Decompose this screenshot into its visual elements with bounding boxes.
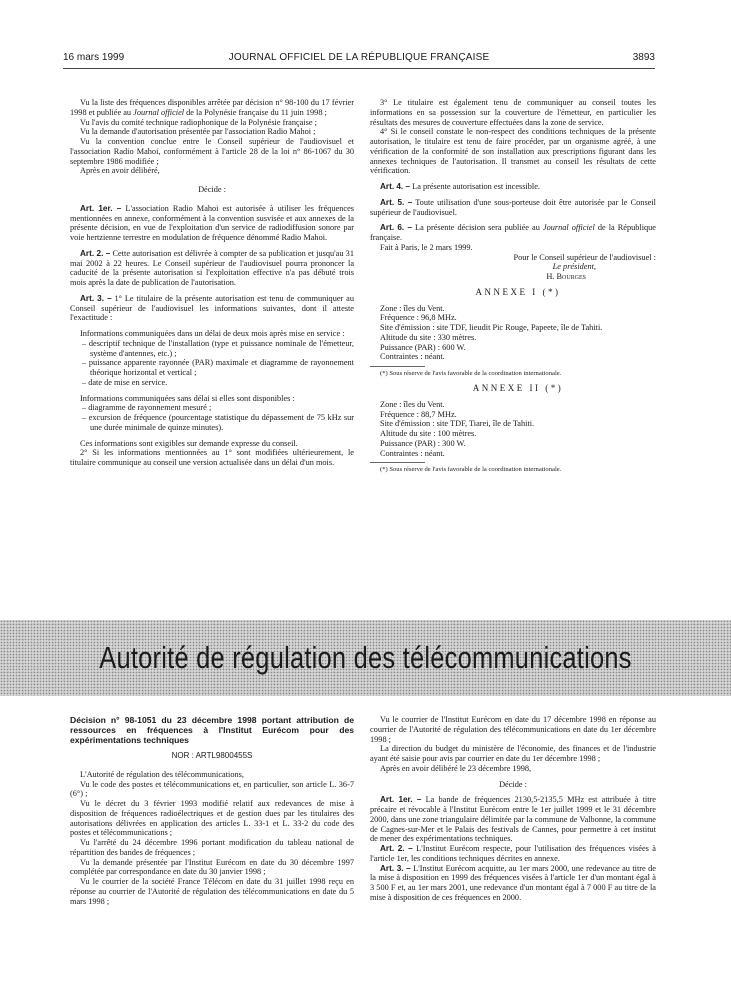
footnote: (*) Sous réserve de l'avis favorable de la coordination internationale.: [380, 370, 562, 377]
paragraph: Après en avoir délibéré,: [80, 166, 160, 176]
president-title: Le président,: [552, 262, 596, 272]
footnote-rule: [370, 462, 425, 463]
signing-authority: Pour le Conseil supérieur de l'audiovisuel :: [513, 252, 656, 262]
column-top-left: [70, 98, 354, 468]
paragraph: Vu le décret du 3 février 1993 modifié relatif aux redevances de mise à disposition de fréquences radioélectriques et de gestion dues par les titulaires des autorisations délivrées en application des articles L. 33-1 et L. 33-2 du code des postes et télécommunications ;: [70, 799, 354, 838]
paragraph: 4° Si le conseil constate le non-respect des conditions techniques de la présente autorisation, le titulaire est tenu de faire procéder, par un organisme agréé, à une vérification de la conformité de son installation aux prescriptions figurant dans les annexes techniques de l'autorisation. Il transmet au conseil les résultats de cette vérification.: [370, 127, 656, 176]
page-header: [63, 52, 655, 66]
paragraph: Vu la demande présentée par l'Institut Eurécom en date du 30 décembre 1997 complétée par correspondance en date du 30 janvier 1998 ;: [70, 857, 354, 877]
article-3: Art. 3. – 1° Le titulaire de la présente autorisation est tenu de communiquer au Conseil supérieur de l'audiovisuel les informations suivantes, dont il atteste l'exactitude :: [70, 293, 354, 323]
paragraph: Vu l'arrêté du 24 décembre 1996 portant modification du tableau national de répartition des bandes de fréquences ;: [70, 838, 354, 857]
article-5: Art. 5. – Toute utilisation d'une sous-porteuse doit être autorisée par le Conseil supérieur de l'audiovisuel.: [370, 197, 656, 217]
paragraph: L'Autorité de régulation des télécommunications,: [80, 769, 244, 779]
section-title: Autorité de régulation des télécommunications: [99, 640, 632, 675]
annex-line: Altitude du site : 330 mètres.: [380, 332, 477, 342]
list-item: – excursion de fréquence (pourcentage statistique du dépassement de 75 kHz sur une durée minimale de quinze minutes).: [82, 413, 354, 432]
article-1: Art. 1er. – La bande de fréquences 2130,5-2135,5 MHz est attribuée à titre précaire et révocable à l'Institut Eurécom entre le 1er juillet 1999 et le 31 décembre 2000, dans une zone triangulaire délimitée par la commune de Valbonne, la commune de Cagnes-sur-Mer et le Palais des festivals de Cannes, pour permettre à cet institut de mener des expérimentations techniques.: [370, 795, 656, 844]
annex-line: Site d'émission : site TDF, Tiarei, île de Tahiti.: [380, 419, 535, 429]
paragraph: Vu l'avis du comité technique radiophonique de la Polynésie française ;: [80, 117, 317, 127]
paragraph: Vu le courrier de la société France Télécom en date du 31 juillet 1998 reçu en réponse au courrier de l'Autorité de régulation des télécommunications en date du 5 mars 1998 ;: [70, 877, 354, 906]
paragraph: Informations communiquées dans un délai de deux mois après mise en service :: [80, 329, 345, 338]
decision-title: Décision n° 98-1051 du 23 décembre 1998 portant attribution de ressources en fréquences à l'Institut Eurécom pour des expérimentations techniques: [70, 715, 354, 745]
paragraph: Informations communiquées sans délai si elles sont disponibles :: [80, 393, 295, 403]
annex-1-heading: ANNEXE I (*): [475, 286, 561, 297]
article-4: Art. 4. – La présente autorisation est incessible.: [380, 182, 540, 191]
annex-line: Contraintes : néant.: [380, 448, 445, 458]
annex-line: Contraintes : néant.: [380, 352, 445, 362]
annex-line: Fréquence : 88,7 MHz.: [380, 409, 457, 419]
annex-line: Zone : îles du Vent.: [380, 399, 445, 409]
footnote-rule: [370, 366, 425, 367]
decide-heading: Décide :: [198, 185, 226, 194]
list-item: – puissance apparente rayonnée (PAR) maximale et diagramme de rayonnement théorique horizontal et vertical ;: [82, 358, 354, 377]
paragraph: Après en avoir délibéré le 23 décembre 1998,: [380, 763, 532, 773]
article-2: Art. 2. – L'Institut Eurécom respecte, pour l'utilisation des fréquences visées à l'article 1er, les conditions techniques décrites en annexe.: [370, 844, 656, 863]
paragraph: La direction du budget du ministère de l'économie, des finances et de l'industrie ayant été saisie pour avis par courrier en date du 1er décembre 1998 ;: [370, 744, 656, 763]
annex-line: Zone : îles du Vent.: [380, 303, 445, 313]
decide-heading: Décide :: [499, 779, 527, 789]
signatory: H. Bourges: [546, 272, 586, 281]
article-2: Art. 2. – Cette autorisation est délivrée à compter de sa publication et jusqu'au 31 mai 2002 à 22 heures. Le Conseil supérieur de l'audiovisuel pourra prononcer la caducité de la présente autorisation si l'exploitation effective n'a pas débuté trois mois après la date de publication de l'autorisation.: [70, 248, 354, 287]
paragraph: Vu le code des postes et télécommunications et, en particulier, son article L. 36-7 (6°) ;: [70, 779, 354, 799]
article-1: Art. 1er. – L'association Radio Mahoi est autorisée à utiliser les fréquences mentionnées en annexe, conformément à la convention susvisée et aux annexes de la présente décision, en vue de l'exploitation d'un service de radiodiffusion sonore par voie hertzienne terrestre en modulation de fréquence dénommé Radio Mahoi.: [70, 203, 354, 242]
paragraph: 3° Le titulaire est également tenu de communiquer au conseil toutes les informations en sa possession sur la couverture de l'émetteur, en particulier les résultats des mesures de couverture effectuées dans la zone de service.: [370, 98, 656, 127]
footnote: (*) Sous réserve de l'avis favorable de la coordination internationale.: [380, 466, 562, 474]
annex-line: Puissance (PAR) : 300 W.: [380, 438, 466, 448]
signing-place-date: Fait à Paris, le 2 mars 1999.: [380, 242, 473, 252]
article-3: Art. 3. – L'Institut Eurécom acquitte, au 1er mars 2000, une redevance au titre de la mise à disposition en 1999 des fréquences visées à l'article 1er d'un montant égal à 3 500 F et, au 1er mars 2001, une redevance d'un montant égal à 7 000 F au titre de la mise à disposition de ces fréquences en 2000.: [370, 863, 656, 902]
header-date: 16 mars 1999: [63, 52, 125, 63]
paragraph: Vu la convention conclue entre le Conseil supérieur de l'audiovisuel et l'association Radio Mahoi, conformément à l'article 28 de la loi n° 86-1067 du 30 septembre 1986 modifiée ;: [70, 137, 354, 166]
journal-title: JOURNAL OFFICIEL DE LA RÉPUBLIQUE FRANÇAISE: [228, 52, 490, 63]
column-bottom-left: [70, 715, 354, 906]
paragraph: 2° Si les informations mentionnées au 1° sont modifiées ultérieurement, le titulaire communique au conseil une version actualisée dans un délai d'un mois.: [70, 448, 354, 467]
header-rule: [63, 68, 655, 69]
list-item: – diagramme de rayonnement mesuré ;: [82, 403, 212, 413]
column-top-right: [370, 98, 656, 474]
paragraph: Ces informations sont exigibles sur demande expresse du conseil.: [80, 438, 298, 448]
paragraph: Vu la demande d'autorisation présentée par l'association Radio Mahoi ;: [80, 127, 316, 137]
annex-2-heading: ANNEXE II (*): [472, 383, 564, 393]
annex-line: Puissance (PAR) : 600 W.: [380, 342, 466, 352]
article-6: Art. 6. – La présente décision sera publiée au Journal officiel de la République française.: [370, 223, 656, 242]
annex-line: Site d'émission : site TDF, lieudit Pic Rouge, Papeete, île de Tahiti.: [380, 323, 603, 332]
list-item: – descriptif technique de l'installation (type et puissance nominale de l'émetteur, système d'antennes, etc.) ;: [82, 338, 354, 358]
paragraph: Vu le courrier de l'Institut Eurécom en date du 17 décembre 1998 en réponse au courrier de l'Autorité de régulation des télécommunications en date du 1er décembre 1998 ;: [370, 715, 656, 744]
annex-line: Fréquence : 96,8 MHz.: [380, 313, 457, 323]
nor-reference: NOR : ARTL9800455S: [171, 751, 253, 760]
list-item: – date de mise en service.: [82, 377, 168, 387]
paragraph: Vu la liste des fréquences disponibles arrêtée par décision n° 98-100 du 17 février 1998 et publiée au Journal officiel de la Polynésie française du 11 juin 1998 ;: [70, 98, 354, 117]
column-bottom-right: [370, 715, 656, 903]
page-number: 3893: [632, 52, 655, 63]
annex-line: Altitude du site : 100 mètres.: [380, 429, 477, 438]
